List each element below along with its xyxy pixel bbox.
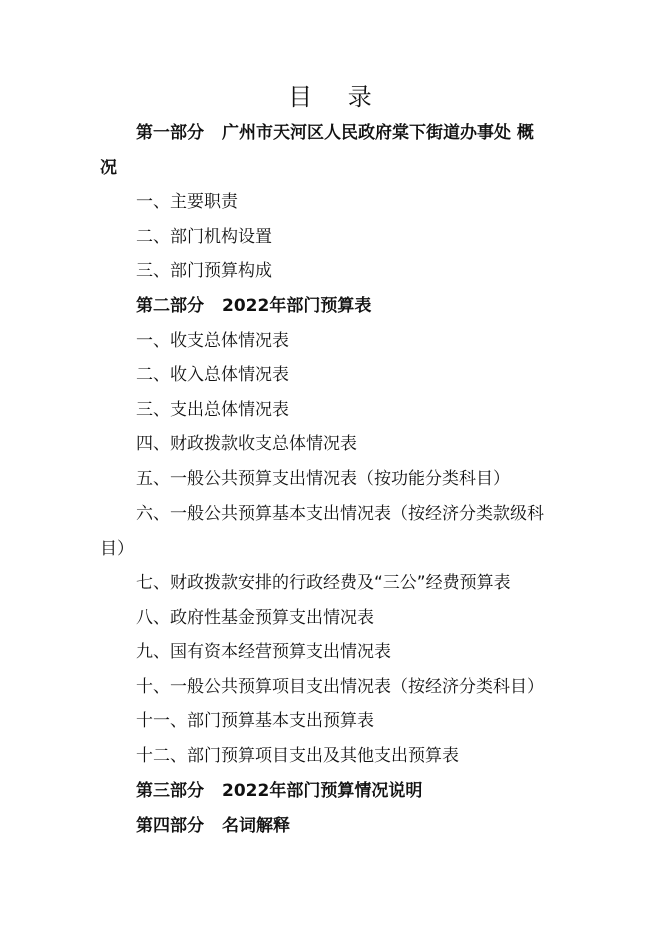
part1-title: 广州市天河区人民政府棠下街道办事处 概	[222, 123, 534, 143]
page-title: 目 录	[288, 83, 386, 111]
toc-item[interactable]: 三、支出总体情况表	[136, 400, 289, 420]
part2-heading[interactable]	[136, 294, 371, 318]
part2-title: 2022年部门预算表	[222, 296, 372, 316]
part1-heading[interactable]	[136, 121, 534, 145]
toc-item[interactable]: 八、政府性基金预算支出情况表	[136, 608, 374, 628]
part4-title: 名词解释	[222, 816, 290, 836]
toc-item[interactable]: 十、一般公共预算项目支出情况表（按经济分类科目）	[136, 677, 544, 697]
toc-item[interactable]: 十二、部门预算项目支出及其他支出预算表	[136, 746, 459, 766]
toc-item[interactable]: 三、部门预算构成	[136, 261, 272, 281]
toc-item[interactable]: 六、一般公共预算基本支出情况表（按经济分类款级科	[136, 504, 544, 524]
toc-item[interactable]: 九、国有资本经营预算支出情况表	[136, 642, 391, 662]
part3-label: 第三部分	[136, 781, 204, 801]
toc-item[interactable]: 七、财政拨款安排的行政经费及“三公”经费预算表	[136, 573, 511, 593]
toc-item[interactable]: 二、部门机构设置	[136, 227, 272, 247]
part2-label: 第二部分	[136, 296, 204, 316]
toc-item[interactable]: 五、一般公共预算支出情况表（按功能分类科目）	[136, 469, 510, 489]
part4-label: 第四部分	[136, 816, 204, 836]
toc-item[interactable]: 十一、部门预算基本支出预算表	[136, 711, 374, 731]
part3-heading[interactable]	[136, 779, 422, 803]
part1-label: 第一部分	[136, 123, 204, 143]
toc-item[interactable]: 二、收入总体情况表	[136, 365, 289, 385]
part1-title-continued[interactable]: 况	[100, 158, 117, 178]
toc-item-continued[interactable]: 目）	[100, 539, 134, 559]
toc-item[interactable]: 一、主要职责	[136, 192, 238, 212]
toc-item[interactable]: 四、财政拨款收支总体情况表	[136, 434, 357, 454]
toc-item[interactable]: 一、收支总体情况表	[136, 331, 289, 351]
part4-heading[interactable]	[136, 814, 290, 838]
part3-title: 2022年部门预算情况说明	[222, 781, 423, 801]
